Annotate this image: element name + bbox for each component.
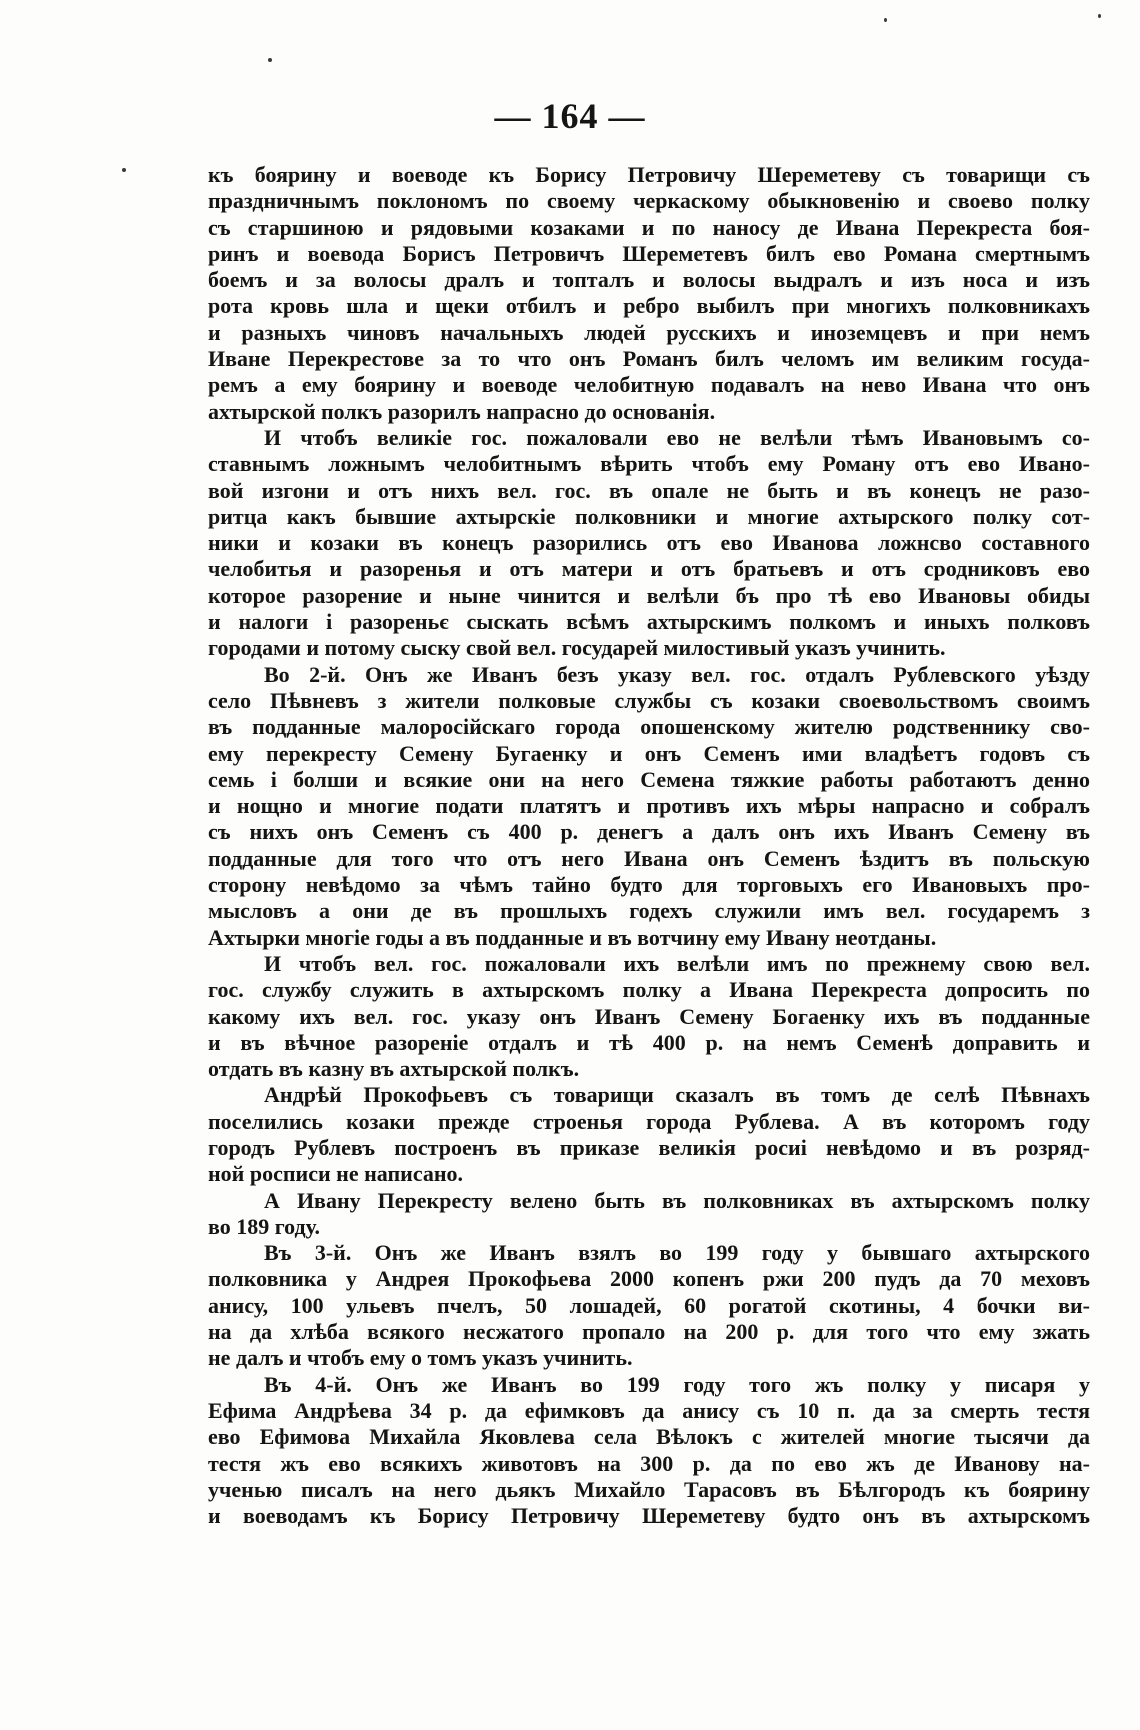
text-line: ремъ а ему боярину и воеводе челобитную подавалъ на нево Ивана что онъ [208, 372, 1090, 398]
text-line: челобитья и разоренья и отъ матери и отъ братьевъ и отъ сродниковъ ево [208, 556, 1090, 582]
text-line: ставнымъ ложнымъ челобитнымъ вѣрить чтобъ ему Роману отъ ево Ивано- [208, 451, 1090, 477]
text-line: ринъ и воевода Борисъ Петровичъ Шереметевъ билъ ево Романа смертнымъ [208, 240, 1090, 266]
text-line: мысловъ а они де въ прошлыхъ годехъ служили имъ вел. государемъ з [208, 898, 1090, 924]
text-line: рота кровь шла и щеки отбилъ и ребро выбилъ при многихъ полковникахъ [208, 293, 1090, 319]
scan-speck [122, 168, 126, 172]
text-line: съ старшиною и рядовыми козаками и по наносу де Ивана Перекреста боя- [208, 214, 1090, 240]
text-line: съ нихъ онъ Семенъ съ 400 р. денегъ а далъ онъ ихъ Иванъ Семену въ [208, 819, 1090, 845]
text-line: въ подданные малоросійскаго города опошенскому жителю родственнику сво- [208, 714, 1090, 740]
text-line: городами и потому сыску свой вел. государей милостивый указъ учинить. [208, 635, 946, 661]
scan-speck [884, 18, 887, 22]
text-line: боемъ и за волосы дралъ и топталъ и волосы выдралъ и изъ носа и изъ [208, 267, 1090, 293]
text-line: гос. службу служить в ахтырскомъ полку а Ивана Перекреста допросить по [208, 977, 1090, 1003]
text-line: не далъ и чтобъ ему о томъ указъ учинить. [208, 1345, 633, 1371]
text-line: къ боярину и воеводе къ Борису Петровичу Шереметеву съ товарищи съ [208, 162, 1090, 187]
text-line: и воеводамъ къ Борису Петровичу Шереметеву будто онъ въ ахтырскомъ [208, 1503, 1090, 1529]
text-line: которое разорение и ныне чинится и велѣли бъ про тѣ ево Ивановы обиды [208, 582, 1090, 608]
text-line: А Ивану Перекресту велено быть въ полковниках въ ахтырскомъ полку [264, 1187, 1090, 1213]
text-line: Въ 4-й. Онъ же Иванъ во 199 году того жъ полку у писаря у [264, 1371, 1090, 1397]
text-line: ево Ефимова Михайла Яковлева села Вѣлокъ с жителей многие тысячи да [208, 1424, 1090, 1450]
text-line: Иване Перекрестове за то что онъ Романъ билъ челомъ им великим госуда- [208, 346, 1090, 372]
page-number: — 164 — [494, 96, 646, 136]
text-line: ритца какъ бывшие ахтырскіе полковники и многие ахтырского полку сот- [208, 503, 1090, 529]
text-line: тестя жъ ево всякихъ животовъ на 300 р. да по ево жъ де Иванову на- [208, 1450, 1090, 1476]
body-text [208, 162, 1090, 1529]
text-line: ахтырской полкъ разорилъ напрасно до основанія. [208, 398, 716, 424]
text-line: какому ихъ вел. гос. указу онъ Иванъ Семену Богаенку ихъ въ подданные [208, 1003, 1090, 1029]
scan-speck [1098, 14, 1101, 18]
text-line: Въ 3-й. Онъ же Иванъ взялъ во 199 году у бывшаго ахтырского [264, 1240, 1090, 1266]
text-line: Во 2-й. Онъ же Иванъ безъ указу вел. гос. отдалъ Рублевского уѣзду [264, 661, 1090, 687]
text-line: и разныхъ чиновъ начальныхъ людей русскихъ и иноземцевъ и при немъ [208, 319, 1090, 345]
text-line: ники и козаки въ конецъ разорились отъ ево Иванова ложнсво составного [208, 530, 1090, 556]
text-line: и въ вѣчное разореніе отдалъ и тѣ 400 р. на немъ Семенѣ доправить и [208, 1029, 1090, 1055]
text-line: отдать въ казну въ ахтырской полкъ. [208, 1056, 580, 1082]
text-line: вой изгони и отъ нихъ вел. гос. въ опале не быть и въ конецъ не разо- [208, 477, 1090, 503]
text-line: полковника у Андрея Прокофьева 2000 копенъ ржи 200 пудъ да 70 меховъ [208, 1266, 1090, 1292]
text-line: И чтобъ великіе гос. пожаловали ево не велѣли тѣмъ Ивановымъ со- [264, 424, 1090, 450]
text-line: анису, 100 ульевъ пчелъ, 50 лошадей, 60 рогатой скотины, 4 бочки ви- [208, 1292, 1090, 1318]
text-line: ему перекресту Семену Бугаенку и онъ Семенъ ими владѣетъ годовъ съ [208, 740, 1090, 766]
text-line: ученью писалъ на него дьякъ Михайло Тарасовъ въ Бѣлгородъ къ боярину [208, 1476, 1090, 1502]
text-line: праздничнымъ поклономъ по своему черкаскому обыкновенію и своево полку [208, 188, 1090, 214]
text-line: ной росписи не написано. [208, 1161, 464, 1187]
text-line: поселились козаки прежде строенья города Рублева. А въ которомъ году [208, 1108, 1090, 1134]
text-line: на да хлѣба всякого несжатого пропало на 200 р. для того что ему зжать [208, 1319, 1090, 1345]
text-line: и налоги і разореньє сыскать всѣмъ ахтырскимъ полкомъ и иныхъ полковъ [208, 609, 1090, 635]
text-line: и нощно и многие подати платятъ и противъ ихъ мѣры напрасно и собралъ [208, 793, 1090, 819]
text-line: городъ Рублевъ построенъ въ приказе великія росиі невѣдомо и въ розряд- [208, 1134, 1090, 1160]
text-line: подданные для того что отъ него Ивана онъ Семенъ ѣздитъ въ польскую [208, 845, 1090, 871]
text-line: сторону невѣдомо за чѣмъ тайно будто для торговыхъ его Ивановыхъ про- [208, 872, 1090, 898]
text-line: семь і болши и всякие они на него Семена тяжкие работы работаютъ денно [208, 766, 1090, 792]
scan-speck [268, 58, 272, 62]
text-line: И чтобъ вел. гос. пожаловали ихъ велѣли имъ по прежнему свою вел. [264, 950, 1090, 976]
text-line: во 189 году. [208, 1213, 320, 1239]
text-line: Ахтырки многіе годы а въ подданные и въ вотчину ему Ивану неотданы. [208, 924, 937, 950]
text-line: Ефима Андрѣева 34 р. да ефимковъ да анису съ 10 п. да за смерть тестя [208, 1397, 1090, 1423]
text-line: село Пѣвневъ з жители полковые службы съ козаки своевольствомъ своимъ [208, 687, 1090, 713]
text-line: Андрѣй Прокофьевъ съ товарищи сказалъ въ томъ де селѣ Пѣвнахъ [264, 1082, 1090, 1108]
